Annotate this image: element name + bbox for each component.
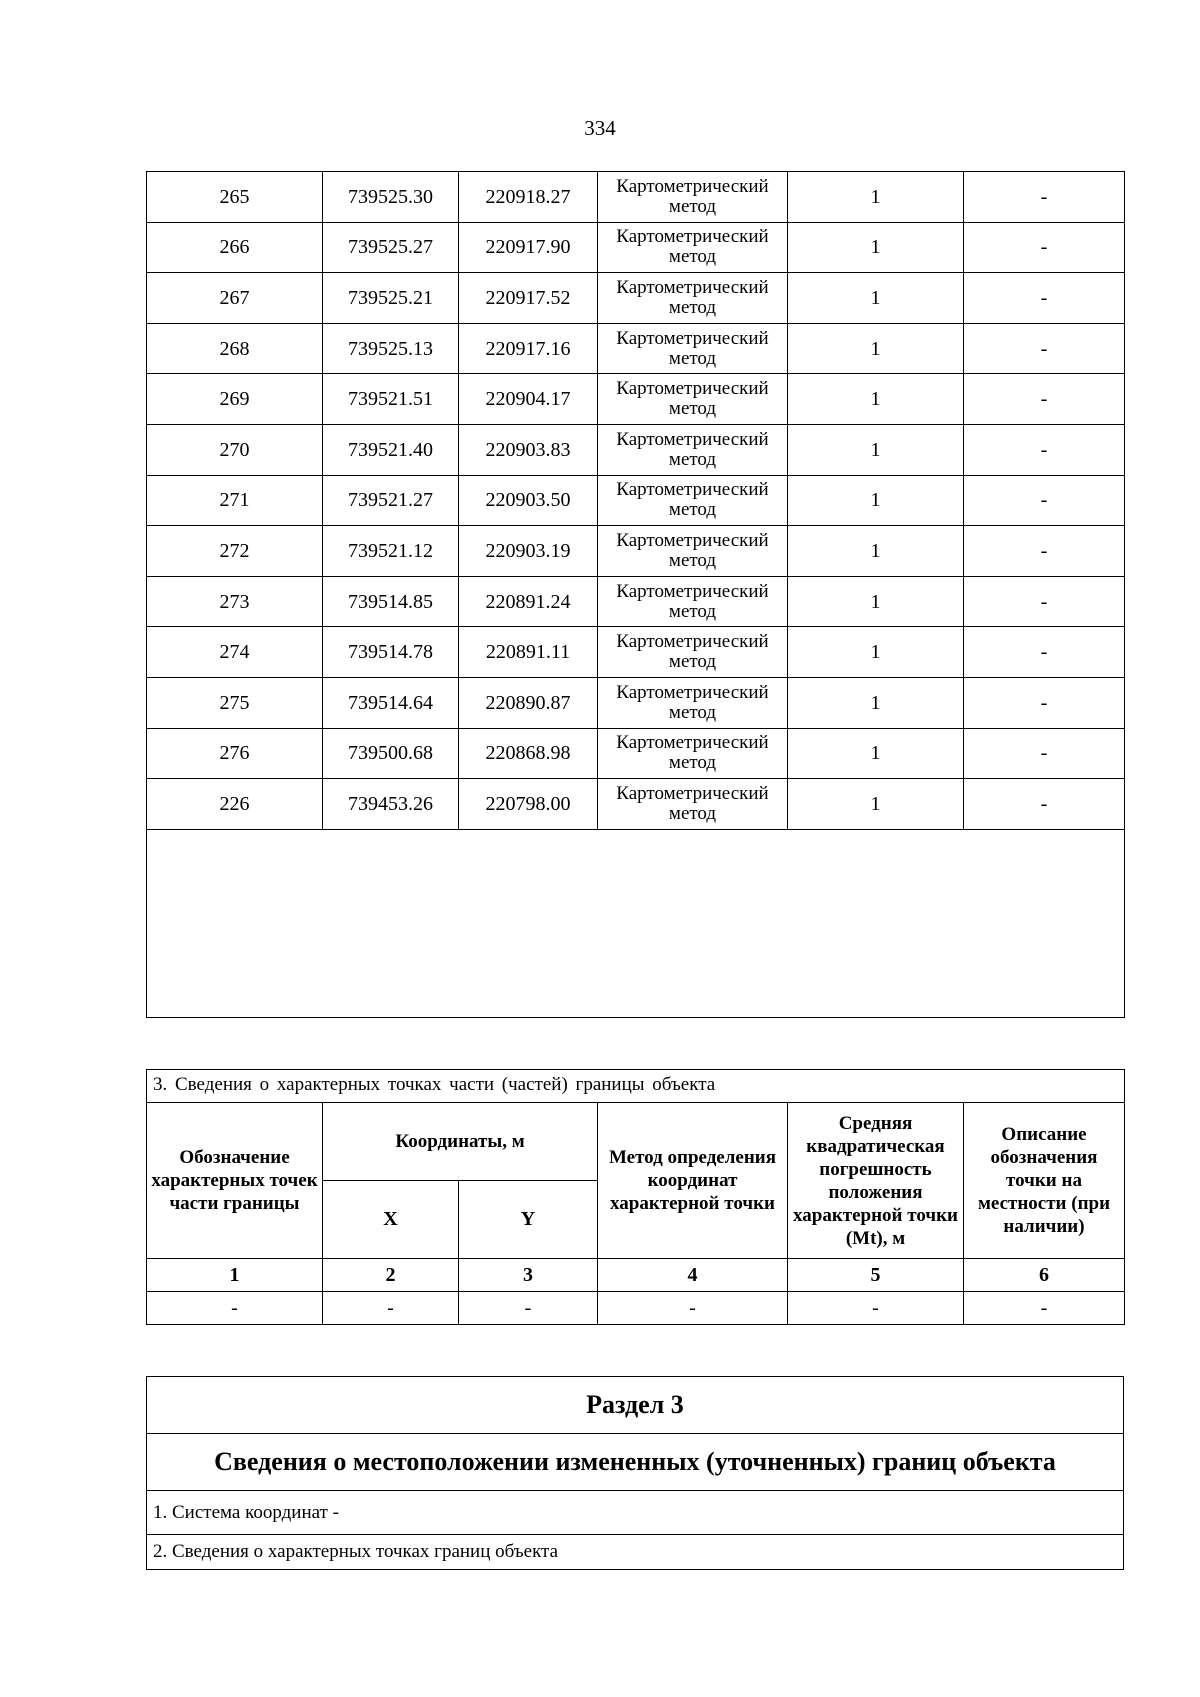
coordinates-table	[146, 171, 1125, 1018]
column-number: 2	[323, 1259, 459, 1292]
column-number: 1	[147, 1259, 323, 1292]
method-cell: Картометрический метод	[598, 323, 788, 374]
y-coordinate-cell: 220903.19	[459, 526, 598, 577]
x-coordinate-cell: 739521.51	[323, 374, 459, 425]
method-cell: Картометрический метод	[598, 222, 788, 273]
section-heading: Сведения о местоположении измененных (уточненных) границ объекта	[147, 1434, 1124, 1491]
method-cell: Картометрический метод	[598, 677, 788, 728]
description-cell: -	[964, 273, 1125, 324]
header-error: Средняя квадратическая погрешность положения характерной точки (Mt), м	[788, 1103, 964, 1259]
y-coordinate-cell: 220798.00	[459, 779, 598, 830]
header-x: X	[323, 1181, 459, 1259]
page-number: 334	[584, 116, 616, 140]
table-row	[147, 374, 1125, 425]
description-cell: -	[964, 526, 1125, 577]
description-cell: -	[964, 323, 1125, 374]
table-row	[147, 172, 1125, 223]
error-cell: 1	[788, 526, 964, 577]
y-coordinate-cell: 220918.27	[459, 172, 598, 223]
table-row	[147, 627, 1125, 678]
point-cell: 273	[147, 576, 323, 627]
table-cell: -	[459, 1292, 598, 1325]
point-cell: 269	[147, 374, 323, 425]
y-coordinate-cell: 220917.52	[459, 273, 598, 324]
column-number: 5	[788, 1259, 964, 1292]
header-method: Метод определения координат характерной точки	[598, 1103, 788, 1259]
coordinate-system-line: 1. Система координат -	[147, 1491, 1124, 1535]
point-cell: 274	[147, 627, 323, 678]
section-3-table	[146, 1376, 1124, 1570]
error-cell: 1	[788, 576, 964, 627]
y-coordinate-cell: 220917.16	[459, 323, 598, 374]
y-coordinate-cell: 220891.11	[459, 627, 598, 678]
column-number: 4	[598, 1259, 788, 1292]
column-number: 6	[964, 1259, 1125, 1292]
table-row	[147, 526, 1125, 577]
table-cell: -	[964, 1292, 1125, 1325]
method-cell: Картометрический метод	[598, 374, 788, 425]
header-point-designation: Обозначение характерных точек части границы	[147, 1103, 323, 1259]
table-row	[147, 273, 1125, 324]
x-coordinate-cell: 739514.85	[323, 576, 459, 627]
y-coordinate-cell: 220903.50	[459, 475, 598, 526]
description-cell: -	[964, 779, 1125, 830]
error-cell: 1	[788, 475, 964, 526]
error-cell: 1	[788, 424, 964, 475]
error-cell: 1	[788, 172, 964, 223]
x-coordinate-cell: 739525.13	[323, 323, 459, 374]
point-cell: 268	[147, 323, 323, 374]
error-cell: 1	[788, 222, 964, 273]
error-cell: 1	[788, 273, 964, 324]
x-coordinate-cell: 739521.27	[323, 475, 459, 526]
method-cell: Картометрический метод	[598, 526, 788, 577]
y-coordinate-cell: 220903.83	[459, 424, 598, 475]
point-cell: 226	[147, 779, 323, 830]
point-cell: 272	[147, 526, 323, 577]
parts-points-table	[146, 1069, 1125, 1325]
x-coordinate-cell: 739500.68	[323, 728, 459, 779]
y-coordinate-cell: 220868.98	[459, 728, 598, 779]
table-cell: -	[788, 1292, 964, 1325]
x-coordinate-cell: 739521.40	[323, 424, 459, 475]
x-coordinate-cell: 739525.21	[323, 273, 459, 324]
method-cell: Картометрический метод	[598, 424, 788, 475]
method-cell: Картометрический метод	[598, 779, 788, 830]
method-cell: Картометрический метод	[598, 273, 788, 324]
x-coordinate-cell: 739525.27	[323, 222, 459, 273]
method-cell: Картометрический метод	[598, 172, 788, 223]
description-cell: -	[964, 475, 1125, 526]
point-cell: 276	[147, 728, 323, 779]
table-row	[147, 728, 1125, 779]
x-coordinate-cell: 739521.12	[323, 526, 459, 577]
error-cell: 1	[788, 677, 964, 728]
x-coordinate-cell: 739453.26	[323, 779, 459, 830]
table-cell: -	[147, 1292, 323, 1325]
table-row	[147, 576, 1125, 627]
x-coordinate-cell: 739514.78	[323, 627, 459, 678]
error-cell: 1	[788, 779, 964, 830]
section-title: Раздел 3	[147, 1377, 1124, 1434]
method-cell: Картометрический метод	[598, 576, 788, 627]
point-cell: 267	[147, 273, 323, 324]
method-cell: Картометрический метод	[598, 627, 788, 678]
column-numbers-row	[147, 1259, 1125, 1292]
table-cell: -	[598, 1292, 788, 1325]
table-row	[147, 677, 1125, 728]
header-y: Y	[459, 1181, 598, 1259]
error-cell: 1	[788, 374, 964, 425]
table-row	[147, 222, 1125, 273]
header-description: Описание обозначения точки на местности (при наличии)	[964, 1103, 1125, 1259]
y-coordinate-cell: 220904.17	[459, 374, 598, 425]
header-coordinates: Координаты, м	[323, 1103, 598, 1181]
y-coordinate-cell: 220890.87	[459, 677, 598, 728]
boundary-points-line: 2. Сведения о характерных точках границ объекта	[147, 1535, 1124, 1570]
description-cell: -	[964, 627, 1125, 678]
x-coordinate-cell: 739514.64	[323, 677, 459, 728]
point-cell: 275	[147, 677, 323, 728]
parts-table-caption: 3. Сведения о характерных точках части (частей) границы объекта	[147, 1070, 1125, 1103]
table-row	[147, 1292, 1125, 1325]
x-coordinate-cell: 739525.30	[323, 172, 459, 223]
error-cell: 1	[788, 728, 964, 779]
table-row	[147, 779, 1125, 830]
y-coordinate-cell: 220917.90	[459, 222, 598, 273]
point-cell: 266	[147, 222, 323, 273]
point-cell: 270	[147, 424, 323, 475]
description-cell: -	[964, 728, 1125, 779]
error-cell: 1	[788, 323, 964, 374]
table-cell: -	[323, 1292, 459, 1325]
empty-merged-cell	[147, 829, 1125, 1017]
error-cell: 1	[788, 627, 964, 678]
description-cell: -	[964, 576, 1125, 627]
table-row	[147, 323, 1125, 374]
description-cell: -	[964, 374, 1125, 425]
point-cell: 271	[147, 475, 323, 526]
table-row	[147, 424, 1125, 475]
y-coordinate-cell: 220891.24	[459, 576, 598, 627]
table-row	[147, 475, 1125, 526]
description-cell: -	[964, 424, 1125, 475]
point-cell: 265	[147, 172, 323, 223]
method-cell: Картометрический метод	[598, 728, 788, 779]
description-cell: -	[964, 677, 1125, 728]
description-cell: -	[964, 222, 1125, 273]
description-cell: -	[964, 172, 1125, 223]
column-number: 3	[459, 1259, 598, 1292]
method-cell: Картометрический метод	[598, 475, 788, 526]
